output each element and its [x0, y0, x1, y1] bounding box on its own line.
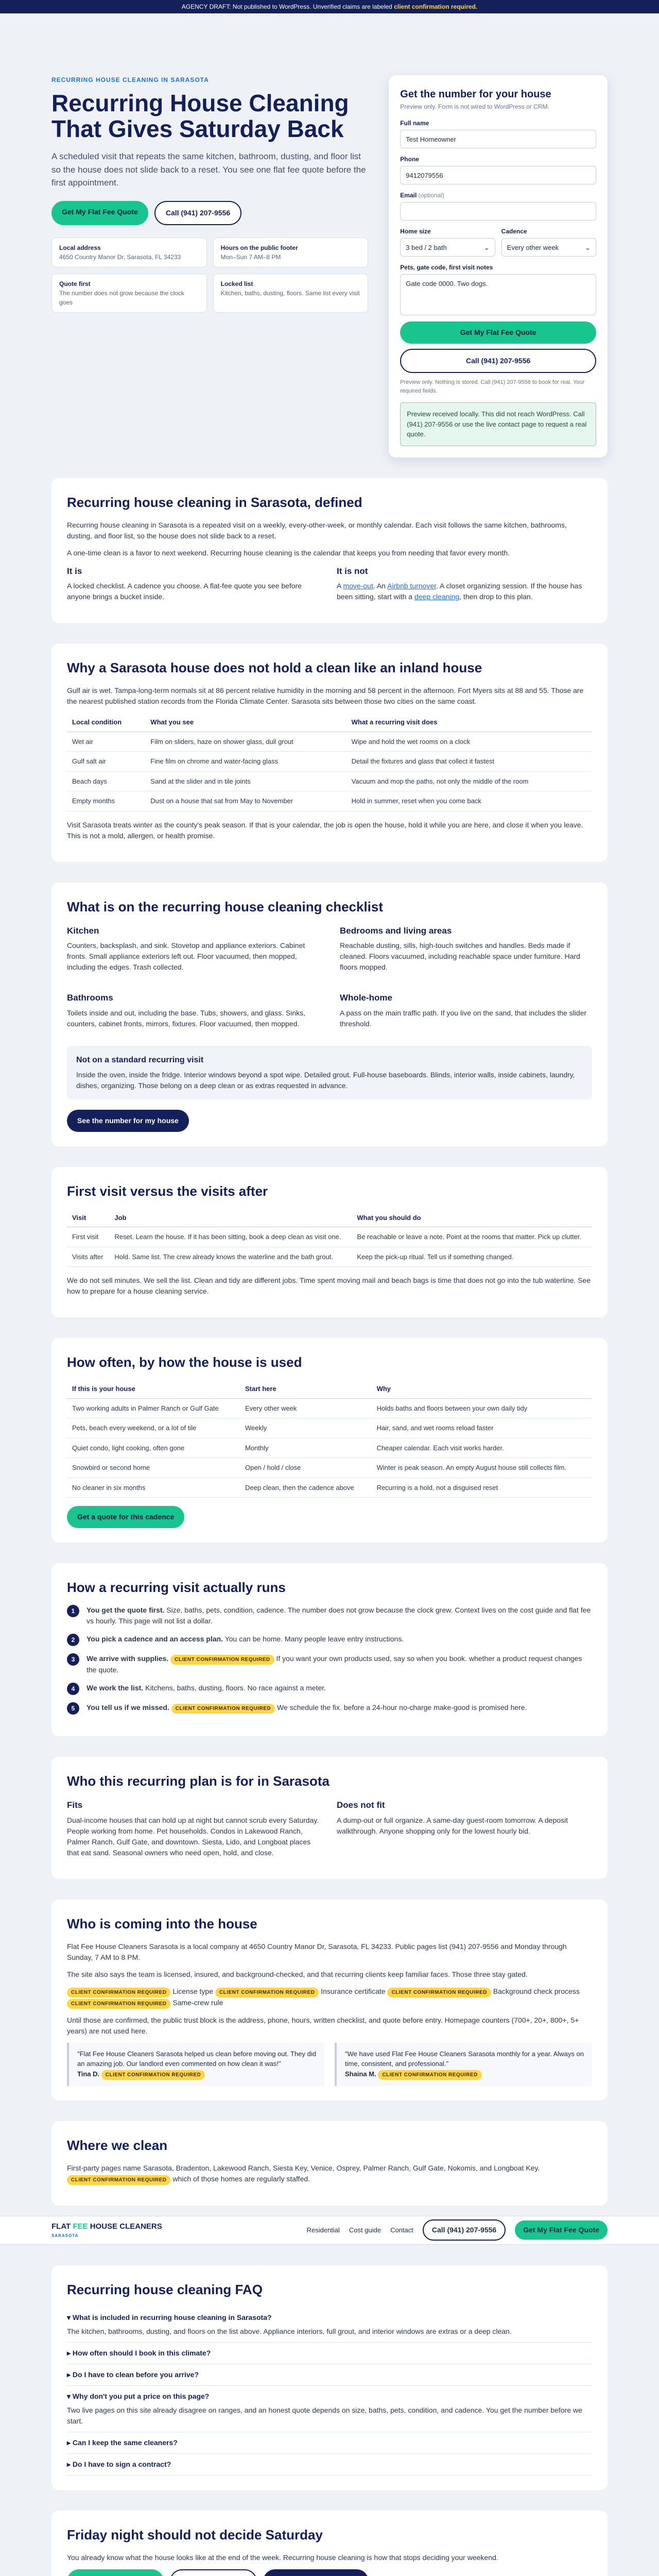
phone-field-group	[400, 155, 596, 184]
visits-paragraph: We do not sell minutes. We sell the list. Clean and tidy are different jobs. Time spent moving mail and beach bags is time that does not go into the tub waterline. See how to prepare for a house cleaning service.	[67, 1276, 591, 1295]
table-row: Snowbird or second home Open / hold / close Winter is peak season. An empty August house still collects film.	[67, 1458, 592, 1478]
section-heading: How a recurring visit actually runs	[67, 1580, 286, 1595]
confirmation-badge: CLIENT CONFIRMATION REQUIRED	[171, 1704, 275, 1714]
checklist-item: Bathrooms Toilets inside and out, including the base. Tubs, showers, and glass. Sinks, counters, cabinet fronts, mirrors, fixtures. Floor vacuumed, then mopped.	[67, 993, 306, 1028]
table-header: What you see	[145, 713, 346, 732]
fit-grid	[67, 1799, 592, 1865]
table-header: Job	[109, 1209, 352, 1227]
faq-item[interactable]: ▸ Do I have to clean before you arrive?	[67, 2364, 592, 2386]
faq-item[interactable]: ▾ Why don't you put a price on this page? Two live pages on this site already disagree on ranges, and an honest quote depends on size, baths, pets, condition, and cadence. You get the number before we start.	[67, 2386, 592, 2432]
cadence-quote-button[interactable]: Get a quote for this cadence	[67, 1506, 184, 1528]
process-step: 1 You get the quote first. Size, baths, pets, condition, cadence. The number does not grow because the clock grew. Context lives on the cost guide and flat fee vs hourly. This page will not list a dollar.	[67, 1605, 592, 1626]
form-note: Preview only. Nothing is stored. Call (941) 207-9556 to book for real. Your required fields.	[400, 379, 585, 394]
hero-cta-row	[51, 201, 368, 225]
checklist-item: Bedrooms and living areas Reachable dusting, sills, high-touch switches and handles. Beds made if cleaned. Floors vacuumed, including reachable space under furniture. Hard floors mopped.	[340, 925, 580, 971]
table-row: Gulf salt air Fine film on chrome and water-facing glass Detail the fixtures and glass that collect it fastest	[67, 752, 592, 772]
faq-item[interactable]: ▸ How often should I book in this climate?	[67, 2343, 592, 2364]
info-card-label: Local address	[59, 244, 101, 251]
visits-table	[67, 1209, 592, 1267]
defined-paragraph: Recurring house cleaning in Sarasota is a repeated visit on a weekly, every-other-week, or monthly calendar. Each visit follows the same kitchen, bathrooms, dusting, and floor list, so the house does not slide back to a reset.	[67, 520, 567, 540]
step-number: 4	[67, 1683, 79, 1695]
phone-field[interactable]: 9412079556	[400, 166, 596, 184]
confirmation-badge: CLIENT CONFIRMATION REQUIRED	[170, 1655, 274, 1665]
chevron-right-icon: ▸	[67, 2370, 71, 2379]
draft-banner-text: AGENCY DRAFT: Not published to WordPress. Unverified claims are labeled	[181, 3, 392, 10]
info-card-quote-first	[51, 274, 207, 313]
table-row: Wet air Film on sliders, haze on shower glass, dull grout Wipe and hold the wet rooms on a clock	[67, 732, 592, 752]
about-paragraph: Until those are confirmed, the public trust block is the address, phone, hours, written checklist, and quote before entry. Homepage counters (700+, 20+, 800+, 5+ years) are not used here.	[67, 2015, 579, 2035]
step-number: 2	[67, 1634, 79, 1646]
nav-contact[interactable]: Contact	[390, 2226, 413, 2234]
chevron-right-icon: ▸	[67, 2438, 71, 2447]
chevron-down-icon: ⌄	[483, 244, 490, 251]
areas-section	[51, 2121, 608, 2206]
email-label: Email (optional)	[400, 192, 444, 199]
faq-item[interactable]: ▸ Can I keep the same cleaners?	[67, 2432, 592, 2454]
closing-section	[51, 2511, 608, 2576]
quote-form	[389, 75, 608, 457]
closing-call-button[interactable]	[170, 2569, 257, 2576]
hero-eyebrow: RECURRING HOUSE CLEANING IN SARASOTA	[51, 76, 209, 83]
confirmation-badge: CLIENT CONFIRMATION REQUIRED	[387, 1988, 491, 1997]
is-isnot-grid	[67, 565, 592, 609]
section-heading: What is on the recurring house cleaning checklist	[67, 899, 384, 914]
climate-paragraph: Visit Sarasota treats winter as the county's peak season. If that is your calendar, the job is open the house, hold it while you are here, and close it when you leave. This is not a mold, allergen, or health promise.	[67, 820, 583, 840]
table-row: No cleaner in six months Deep clean, then the cadence above Recurring is a hold, not a disguised reset	[67, 1478, 592, 1498]
hero-info-grid	[51, 238, 368, 313]
moveout-link[interactable]: move-out	[343, 582, 373, 590]
section-heading: Recurring house cleaning FAQ	[67, 2281, 263, 2297]
table-row: Two working adults in Palmer Ranch or Gulf Gate Every other week Holds baths and floors between your own daily tidy	[67, 1398, 592, 1418]
areas-text: First-party pages name Sarasota, Bradenton, Lakewood Ranch, Siesta Key, Venice, Osprey, Palmer Ranch, Gulf Gate, Nokomis, and Longboat Key. CLIENT CONFIRMATION REQUIRED which of those homes are regularly staffed.	[67, 2163, 592, 2185]
form-submit-button[interactable]: Get My Flat Fee Quote	[400, 321, 596, 344]
about-gated-list: CLIENT CONFIRMATION REQUIRED License type CLIENT CONFIRMATION REQUIRED Insurance certificate CLIENT CONFIRMATION REQUIRED Background check process CLIENT CONFIRMATION REQUIRED Same-crew rule	[67, 1986, 592, 2009]
table-header: Visit	[67, 1209, 109, 1227]
email-field-group	[400, 191, 596, 221]
info-card-label: Quote first	[59, 280, 91, 287]
info-card-value: The number does not grow because the clock goes	[59, 289, 184, 306]
step-number: 5	[67, 1702, 79, 1715]
confirmation-badge: CLIENT CONFIRMATION REQUIRED	[67, 2175, 170, 2185]
faq-item[interactable]: ▸ Do I have to sign a contract?	[67, 2454, 592, 2476]
visits-section	[51, 1167, 608, 1318]
nav-quote-button[interactable]: Get My Flat Fee Quote	[515, 2221, 608, 2240]
info-card-value: Mon–Sun 7 AM–8 PM	[220, 253, 281, 261]
climate-table	[67, 713, 592, 811]
hero-quote-button[interactable]: Get My Flat Fee Quote	[51, 201, 148, 225]
defined-section	[51, 478, 608, 623]
isnot-heading: It is not	[337, 566, 368, 576]
deep-cleaning-link[interactable]: deep cleaning	[414, 592, 460, 601]
section-heading: Why a Sarasota house does not hold a clean like an inland house	[67, 660, 482, 675]
section-heading: Who this recurring plan is for in Sarasota	[67, 1773, 330, 1789]
testimonials	[67, 2043, 592, 2086]
isnot-text: A move-out. An Airbnb turnover. A closet organizing session. If the house has been sitting, start with a deep cleaning, then drop to this plan.	[337, 582, 582, 601]
step-number: 3	[67, 1653, 79, 1666]
section-heading: First visit versus the visits after	[67, 1183, 268, 1199]
draft-banner-highlight: client confirmation required.	[394, 3, 478, 10]
table-header: Start here	[240, 1380, 372, 1398]
info-card-label: Locked list	[220, 280, 253, 287]
about-paragraph: Flat Fee House Cleaners Sarasota is a local company at 4650 Country Manor Dr, Sarasota, FL 34233. Public pages list (941) 207-9556 and Monday through Sunday, 7 AM to 8 PM.	[67, 1942, 567, 1961]
nav-call-button[interactable]: Call (941) 207-9556	[423, 2219, 506, 2241]
confirmation-badge: CLIENT CONFIRMATION REQUIRED	[67, 1999, 170, 2009]
checklist-grid	[67, 924, 592, 1036]
cadence-section	[51, 1338, 608, 1543]
airbnb-link[interactable]: Airbnb turnover	[387, 582, 437, 590]
checklist-item: Kitchen Counters, backsplash, and sink. Stovetop and appliance exteriors. Cabinet fronts. Small appliance exteriors left out. Floor vacuumed, then mopped, including the edges. Trash collected.	[67, 925, 305, 971]
info-card-label: Hours on the public footer	[220, 244, 298, 251]
chevron-down-icon: ▾	[67, 2392, 71, 2400]
name-field-group	[400, 118, 596, 148]
cadence-table	[67, 1380, 592, 1498]
isnot-column	[337, 565, 592, 609]
brand-logo[interactable]: FLAT FEE HOUSE CLEANERS SARASOTA	[51, 2222, 162, 2238]
closing-cta-row	[67, 2569, 592, 2576]
home-size-select[interactable]: 3 bed / 2 bath ⌄	[400, 238, 495, 257]
table-row: Visits after Hold. Same list. The crew already knows the waterline and the bath grout. Keep the pick-up ritual. Tell us if something changed.	[67, 1247, 592, 1267]
table-header: If this is your house	[67, 1380, 240, 1398]
info-card-address	[51, 238, 207, 267]
email-field[interactable]	[400, 202, 596, 221]
section-heading: Who is coming into the house	[67, 1916, 257, 1931]
table-header: Local condition	[67, 713, 145, 732]
table-header: Why	[372, 1380, 592, 1398]
info-card-value: 4650 Country Manor Dr, Sarasota, FL 34233	[59, 253, 181, 261]
page-title: Recurring House Cleaning That Gives Saturday Back	[51, 90, 349, 142]
climate-paragraph: Gulf air is wet. Tampa-long-term normals sit at 86 percent relative humidity in the morning and 58 percent in the afternoon. Fort Myers sits at 88 and 55. Those are the nearest published station records from the Florida Climate Center. Sarasota sits between those two cities on the same coast.	[67, 686, 584, 705]
chevron-right-icon: ▸	[67, 2348, 71, 2357]
hero-lead: A scheduled visit that repeats the same kitchen, bathroom, dusting, and floor list so the house does not slide back to a reset. You see one flat fee quote before the first appointment.	[51, 151, 366, 188]
form-title: Get the number for your house	[400, 89, 551, 100]
defined-paragraph: A one-time clean is a favor to next weekend. Recurring house cleaning is the calendar that keeps you from needing that favor every month.	[67, 548, 510, 557]
sticky-header	[0, 2216, 659, 2245]
callout-text: Inside the oven, inside the fridge. Interior windows beyond a spot wipe. Detailed grout. Full-house baseboards. Blinds, interior walls, inside cabinets, laundry, dishes, organizing. Those belong on a deep clean or as extras requested in advance.	[76, 1070, 575, 1090]
see-number-button[interactable]: See the number for my house	[67, 1110, 189, 1132]
closing-quote-button[interactable]	[67, 2569, 164, 2576]
form-success-message: Preview received locally. This did not reach WordPress. Call (941) 207-9556 or use the live contact page to request a real quote.	[400, 402, 596, 446]
cadence-select[interactable]: Every other week ⌄	[501, 238, 596, 257]
is-column	[67, 565, 322, 609]
notes-field[interactable]: Gate code 0000. Two dogs.	[400, 274, 596, 315]
process-step: 3 We arrive with supplies. CLIENT CONFIRMATION REQUIRED If you want your own products used, say so when you book. whether a product request changes the quote.	[67, 1653, 592, 1675]
faq-item[interactable]: ▾ What is included in recurring house cleaning in Sarasota? The kitchen, bathrooms, dusting, and floors on the list above. Appliance interiors, full grout, and interior windows are extras or a deep clean.	[67, 2307, 592, 2343]
nav-residential[interactable]: Residential	[306, 2226, 340, 2234]
section-heading: How often, by how the house is used	[67, 1354, 302, 1370]
process-step: 4 We work the list. Kitchens, baths, dusting, floors. No race against a meter.	[67, 1683, 592, 1695]
draft-banner	[0, 0, 659, 13]
testimonial: "Flat Fee House Cleaners Sarasota helped us clean before moving out. They did an amazing job. Our landlord even commented on how clean it was!" Tina D. CLIENT CONFIRMATION REQUIRED	[67, 2043, 324, 2086]
process-step: 2 You pick a cadence and an access plan. You can be home. Many people leave entry instructions.	[67, 1634, 592, 1646]
section-heading: Friday night should not decide Saturday	[67, 2527, 323, 2543]
chevron-right-icon: ▸	[67, 2460, 71, 2468]
is-heading: It is	[67, 566, 82, 576]
not-fit-column: Does not fit A dump-out or full organize. A same-day guest-room tomorrow. A deposit walkthrough. Anyone shopping only for the lowest hourly bid.	[337, 1800, 568, 1835]
confirmation-badge: CLIENT CONFIRMATION REQUIRED	[215, 1988, 319, 1997]
process-step: 5 You tell us if we missed. CLIENT CONFIRMATION REQUIRED We schedule the fix. before a 24-hour no-charge make-good is promised here.	[67, 1702, 592, 1715]
nav-links	[307, 2219, 608, 2241]
checklist-section	[51, 883, 608, 1146]
info-card-hours	[213, 238, 369, 267]
faq-section	[51, 2265, 608, 2490]
hero-call-button[interactable]: Call (941) 207-9556	[154, 201, 241, 225]
section-heading: Where we clean	[67, 2137, 168, 2153]
hero-content	[51, 75, 368, 457]
table-row: Beach days Sand at the slider and in tile joints Vacuum and mop the paths, not only the middle of the room	[67, 771, 592, 791]
fits-column: Fits Dual-income houses that can hold up at night but cannot scrub every Saturday. People working from home. Pet households. Condos in Lakewood Ranch, Palmer Ranch, Gulf Gate, and downtown. Siesta, Lido, and Longboat places that eat sand. Seasonal owners who need open, hold, and close.	[67, 1800, 319, 1857]
table-row: Quiet condo, light cooking, often gone Monthly Cheaper calendar. Each visit works harder.	[67, 1438, 592, 1458]
table-header: What a recurring visit does	[346, 713, 592, 732]
info-card-locked-list	[213, 274, 369, 313]
closing-text: You already know what the house looks like at the end of the week. Recurring house cleaning is how that stops deciding your weekend.	[67, 2553, 498, 2562]
table-row: Empty months Dust on a house that sat from May to November Hold in summer, reset when you come back	[67, 791, 592, 811]
testimonial: "We have used Flat Fee House Cleaners Sarasota monthly for a year. Always on time, consistent, and professional." Shaina M. CLIENT CONFIRMATION REQUIRED	[335, 2043, 592, 2086]
phone-label: Phone	[400, 156, 419, 163]
about-section	[51, 1900, 608, 2100]
name-label: Full name	[400, 120, 429, 127]
climate-section	[51, 643, 608, 862]
notes-label: Pets, gate code, first visit notes	[400, 264, 493, 271]
size-cadence-row	[400, 227, 596, 263]
form-call-button[interactable]: Call (941) 207-9556	[400, 349, 596, 373]
callout-title: Not on a standard recurring visit	[76, 1055, 204, 1064]
table-header: What you should do	[352, 1209, 592, 1227]
home-size-label: Home size	[400, 228, 431, 235]
nav-cost-guide[interactable]: Cost guide	[349, 2226, 381, 2234]
step-number: 1	[67, 1605, 79, 1617]
chevron-down-icon: ⌄	[585, 244, 591, 251]
home-size-group	[400, 227, 495, 257]
info-card-value: Kitchen, baths, dusting, floors. Same list every visit	[220, 289, 360, 297]
hero-section	[0, 13, 659, 478]
form-subtitle: Preview only. Form is not wired to WordPress or CRM.	[400, 103, 549, 110]
residential-menu-button[interactable]	[263, 2569, 369, 2576]
section-heading: Recurring house cleaning in Sarasota, defined	[67, 494, 362, 510]
table-row: Pets, beach every weekend, or a lot of tile Weekly Hair, sand, and wet rooms reload faster	[67, 1418, 592, 1438]
confirmation-badge: CLIENT CONFIRMATION REQUIRED	[67, 1988, 170, 1997]
cadence-group	[501, 227, 596, 257]
chevron-down-icon: ▾	[67, 2313, 71, 2321]
process-section	[51, 1563, 608, 1736]
about-paragraph: The site also says the team is licensed, insured, and background-checked, and that recurring clients keep familiar faces. Those three stay gated.	[67, 1970, 528, 1978]
not-included-callout	[67, 1046, 592, 1099]
checklist-item: Whole-home A pass on the main traffic path. If you live on the sand, that includes the slider threshold.	[340, 993, 587, 1028]
notes-field-group	[400, 263, 596, 315]
table-row: First visit Reset. Learn the house. If it has been sitting, book a deep clean as visit one. Be reachable or leave a note. Point at the rooms that matter. Pick up clutter.	[67, 1227, 592, 1247]
cadence-label: Cadence	[501, 228, 527, 235]
email-optional: (optional)	[418, 192, 444, 199]
name-field[interactable]: Test Homeowner	[400, 130, 596, 148]
fit-section	[51, 1757, 608, 1879]
is-text: A locked checklist. A cadence you choose. A flat-fee quote you see before anyone brings a bucket inside.	[67, 582, 302, 601]
